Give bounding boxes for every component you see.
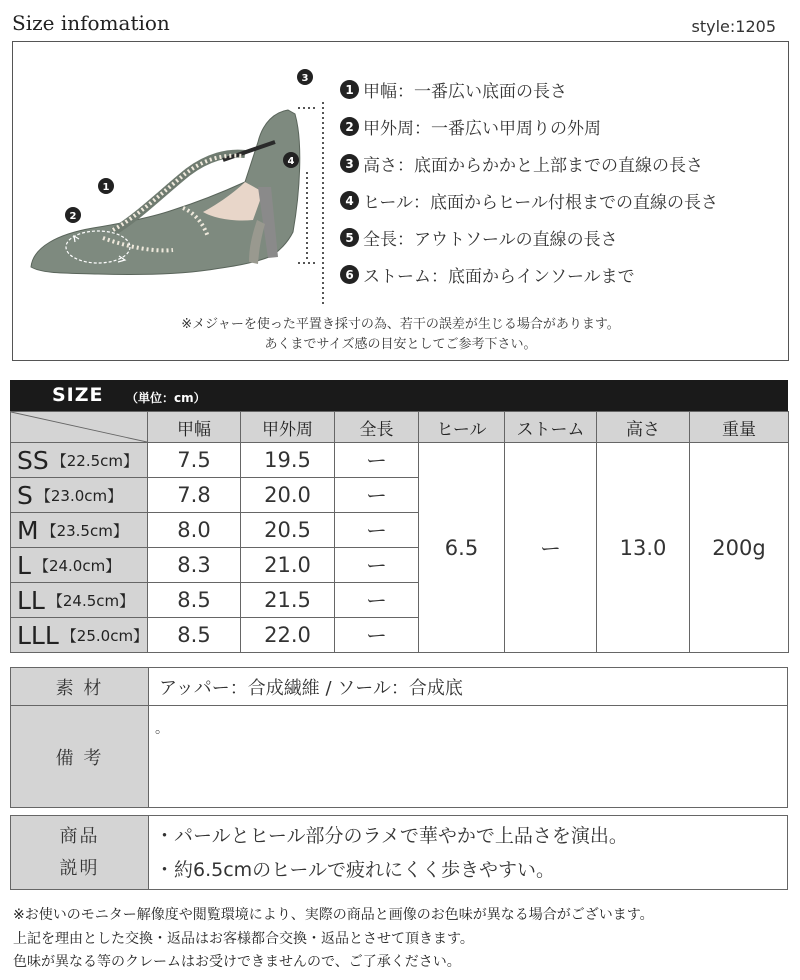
size-table bbox=[10, 411, 789, 653]
size-name: LLL bbox=[17, 620, 59, 650]
material-label: 素 材 bbox=[11, 668, 149, 706]
legend-text: 甲外周：一番広い甲周りの外周 bbox=[363, 119, 601, 139]
size-cm: 【23.0cm】 bbox=[35, 486, 123, 505]
product-label-line: 商品 bbox=[59, 825, 100, 847]
marker-4-icon bbox=[283, 152, 299, 168]
marker-3-icon bbox=[297, 69, 313, 85]
material-remarks-table bbox=[10, 667, 788, 808]
storm-cell: ー bbox=[505, 443, 597, 653]
disclaimer bbox=[13, 904, 654, 975]
measurement-note bbox=[13, 315, 788, 355]
weight-cell: 200g bbox=[690, 443, 789, 653]
table-row bbox=[11, 443, 789, 478]
girth-cell: 20.0 bbox=[241, 478, 335, 513]
corner-cell bbox=[11, 412, 148, 443]
diagonal-line bbox=[11, 412, 147, 442]
legend-text: ヒール：底面からヒール付根までの直線の長さ bbox=[363, 193, 718, 213]
legend-text: ストーム：底面からインソールまで bbox=[363, 267, 635, 287]
width-cell: 8.5 bbox=[148, 583, 241, 618]
size-cm: 【24.5cm】 bbox=[47, 591, 135, 610]
size-label-cell bbox=[11, 513, 148, 548]
product-description-table bbox=[10, 815, 788, 890]
number-badge-icon: 5 bbox=[340, 228, 359, 247]
legend-text: 甲幅：一番広い底面の長さ bbox=[363, 82, 567, 102]
size-cm: 【24.0cm】 bbox=[33, 556, 121, 575]
svg-text:3: 3 bbox=[301, 73, 309, 84]
size-title: SIZE bbox=[52, 384, 104, 406]
size-diagram-panel bbox=[12, 41, 789, 361]
disclaimer-line: 色味が異なる等のクレームはお受けできませんので、ご了承ください。 bbox=[13, 954, 461, 970]
column-header: 甲外周 bbox=[241, 412, 335, 443]
legend-item bbox=[340, 219, 718, 256]
width-cell: 8.3 bbox=[148, 548, 241, 583]
disclaimer-line: 上記を理由とした交換・返品はお客様都合交換・返品とさせて頂きます。 bbox=[13, 930, 474, 947]
remarks-label: 備 考 bbox=[11, 706, 149, 808]
column-header: 全長 bbox=[335, 412, 419, 443]
marker-2-icon bbox=[65, 207, 81, 223]
size-name: M bbox=[17, 515, 39, 545]
width-cell: 7.5 bbox=[148, 443, 241, 478]
size-label-cell bbox=[11, 618, 148, 653]
product-label-line: 説明 bbox=[59, 857, 100, 879]
product-label bbox=[11, 816, 149, 890]
shoe-image bbox=[31, 110, 300, 275]
length-cell: ー bbox=[335, 618, 419, 653]
girth-cell: 21.0 bbox=[241, 548, 335, 583]
remarks-value: 。 bbox=[149, 706, 788, 808]
legend-item bbox=[340, 182, 718, 219]
column-header: 高さ bbox=[597, 412, 690, 443]
legend-item bbox=[340, 145, 718, 182]
size-name: L bbox=[17, 550, 31, 580]
note-line: あくまでサイズ感の目安としてご参考下さい。 bbox=[264, 337, 537, 352]
length-cell: ー bbox=[335, 583, 419, 618]
svg-text:2: 2 bbox=[69, 211, 77, 222]
size-section-header bbox=[10, 380, 788, 411]
size-cm: 【23.5cm】 bbox=[41, 521, 128, 540]
material-row bbox=[11, 668, 788, 706]
height-cell: 13.0 bbox=[597, 443, 690, 653]
svg-text:1: 1 bbox=[102, 182, 110, 193]
disclaimer-line: ※お使いのモニター解像度や閲覧環境により、実際の商品と画像のお色味が異なる場合がございます。 bbox=[13, 907, 654, 923]
size-name: S bbox=[17, 480, 33, 510]
size-label-cell bbox=[11, 583, 148, 618]
width-cell: 8.5 bbox=[148, 618, 241, 653]
legend-item bbox=[340, 256, 718, 293]
material-value: アッパー：合成繊維 / ソール：合成底 bbox=[149, 668, 788, 706]
column-header: ヒール bbox=[419, 412, 505, 443]
size-cm: 【22.5cm】 bbox=[51, 451, 139, 470]
number-badge-icon: 6 bbox=[340, 265, 359, 284]
measurement-legend bbox=[340, 71, 718, 293]
table-header-row bbox=[11, 412, 789, 443]
legend-item bbox=[340, 71, 718, 108]
number-badge-icon: 3 bbox=[340, 154, 359, 173]
girth-cell: 19.5 bbox=[241, 443, 335, 478]
size-cm: 【25.0cm】 bbox=[61, 626, 149, 645]
width-cell: 7.8 bbox=[148, 478, 241, 513]
width-cell: 8.0 bbox=[148, 513, 241, 548]
legend-text: 高さ：底面からかかと上部までの直線の長さ bbox=[363, 156, 703, 176]
length-cell: ー bbox=[335, 443, 419, 478]
column-header: ストーム bbox=[505, 412, 597, 443]
note-line: ※メジャーを使った平置き採寸の為、若干の誤差が生じる場合があります。 bbox=[181, 317, 620, 332]
legend-text: 全長：アウトソールの直線の長さ bbox=[363, 230, 618, 250]
marker-1-icon bbox=[98, 178, 114, 194]
style-number: style:1205 bbox=[691, 17, 776, 36]
number-badge-icon: 2 bbox=[340, 117, 359, 136]
product-points bbox=[149, 816, 788, 890]
remarks-row bbox=[11, 706, 788, 808]
product-point: ・パールとヒール部分のラメで華やかで上品さを演出。 bbox=[155, 824, 628, 847]
size-label-cell bbox=[11, 478, 148, 513]
number-badge-icon: 4 bbox=[340, 191, 359, 210]
column-header: 重量 bbox=[690, 412, 789, 443]
product-row bbox=[11, 816, 788, 890]
size-name: SS bbox=[17, 445, 49, 475]
size-unit: （単位：cm） bbox=[126, 391, 206, 405]
length-cell: ー bbox=[335, 478, 419, 513]
heel-cell: 6.5 bbox=[419, 443, 505, 653]
shoe-illustration bbox=[13, 42, 343, 322]
page-title: Size infomation bbox=[12, 11, 170, 35]
legend-item bbox=[340, 108, 718, 145]
length-cell: ー bbox=[335, 513, 419, 548]
size-label-cell bbox=[11, 548, 148, 583]
girth-cell: 21.5 bbox=[241, 583, 335, 618]
size-name: LL bbox=[17, 585, 45, 615]
length-cell: ー bbox=[335, 548, 419, 583]
girth-cell: 20.5 bbox=[241, 513, 335, 548]
product-point: ・約6.5cmのヒールで疲れにくく歩きやすい。 bbox=[155, 858, 556, 881]
number-badge-icon: 1 bbox=[340, 80, 359, 99]
size-label-cell bbox=[11, 443, 148, 478]
girth-cell: 22.0 bbox=[241, 618, 335, 653]
svg-text:4: 4 bbox=[287, 156, 295, 167]
column-header: 甲幅 bbox=[148, 412, 241, 443]
